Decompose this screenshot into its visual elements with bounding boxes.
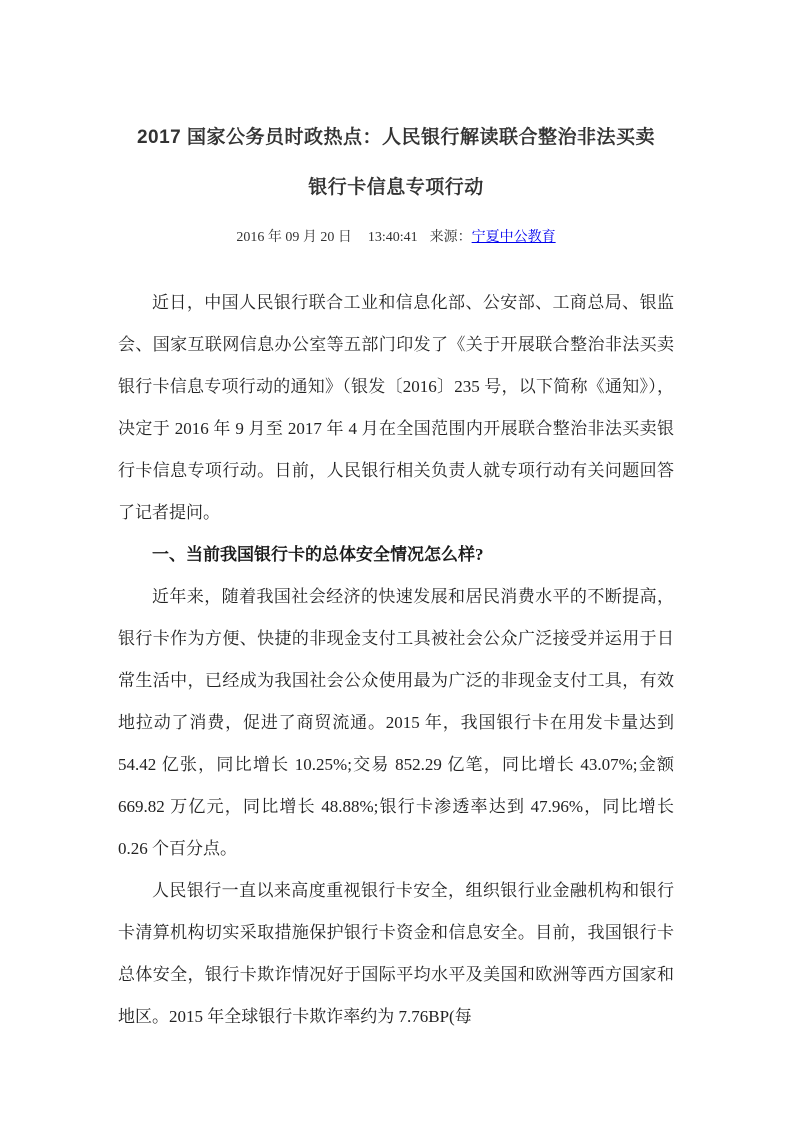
paragraph-intro: 近日，中国人民银行联合工业和信息化部、公安部、工商总局、银监会、国家互联网信息办公室等五部门印发了《关于开展联合整治非法买卖银行卡信息专项行动的通知》（银发〔2016〕235 号，以下简称《通知》），决定于 2016 年 9 月至 2017 年 4 月在全国范围内开展联合整治非法买卖银行卡信息专项行动。日前，人民银行相关负责人就专项行动有关问题回答了记者提问。 — [118, 293, 674, 522]
page-title-line-1: 2017 国家公务员时政热点：人民银行解读联合整治非法买卖 — [136, 127, 656, 148]
section-heading-1: 一、当前我国银行卡的总体安全情况怎么样? — [152, 545, 484, 564]
paragraph-card-security: 人民银行一直以来高度重视银行卡安全，组织银行业金融机构和银行卡清算机构切实采取措施保护银行卡资金和信息安全。目前，我国银行卡总体安全，银行卡欺诈情况好于国际平均水平及美国和欧洲等西方国家和地区。2015 年全球银行卡欺诈率约为 7.76BP(每 — [118, 881, 674, 1026]
publish-date: 2016 年 09 月 20 日 — [236, 230, 352, 245]
meta-line — [118, 228, 674, 248]
source-label: 来源： — [429, 230, 472, 245]
page-title-line-2: 银行卡信息专项行动 — [308, 177, 484, 198]
source-link[interactable]: 宁夏中公教育 — [471, 230, 556, 245]
page-title — [118, 113, 674, 213]
article-body — [118, 282, 674, 1038]
publish-time: 13:40:41 — [367, 230, 418, 245]
paragraph-card-usage-stats: 近年来，随着我国社会经济的快速发展和居民消费水平的不断提高，银行卡作为方便、快捷的非现金支付工具被社会公众广泛接受并运用于日常生活中，已经成为我国社会公众使用最为广泛的非现金支付工具，有效地拉动了消费，促进了商贸流通。2015 年，我国银行卡在用发卡量达到 54.42 亿张，同比增长 10.25%;交易 852.29 亿笔，同比增长 43.07%;金额 669.82 万亿元，同比增长 48.88%;银行卡渗透率达到 47.96%，同比增长 0.26 个百分点。 — [118, 587, 674, 858]
